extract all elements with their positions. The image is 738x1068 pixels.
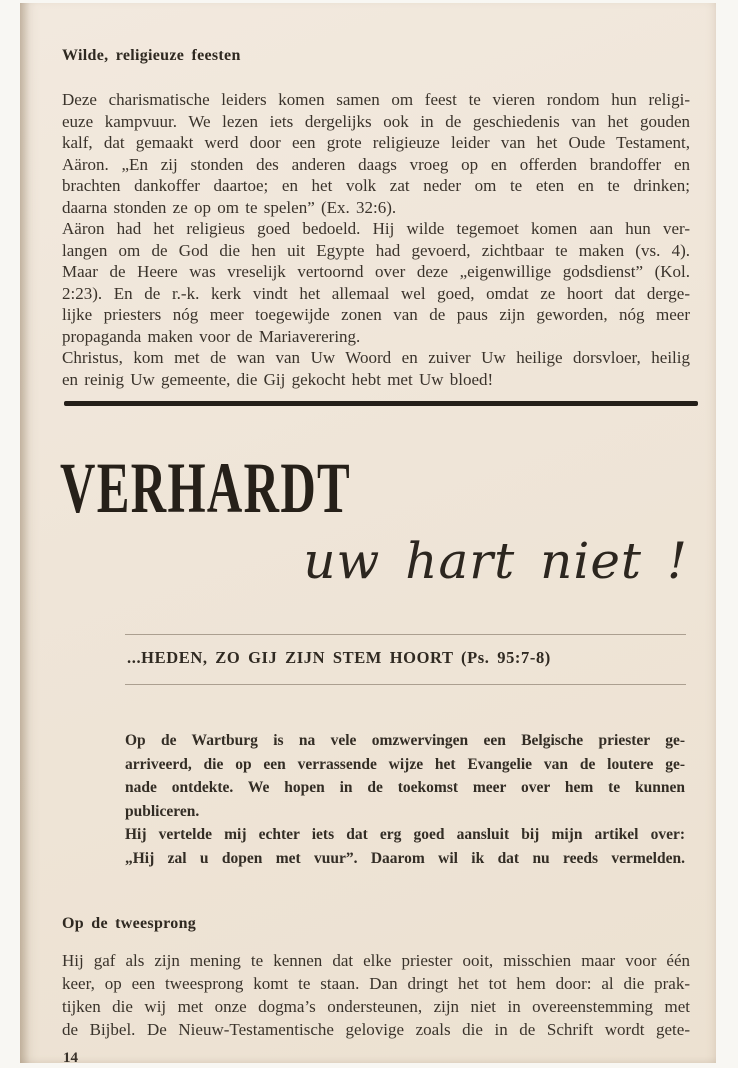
paragraph [62,89,690,218]
text-line: publiceren. [125,802,200,820]
text-line: Hij gaf als zijn mening te kennen dat elke priester ooit, misschien maar voor één [62,951,690,970]
text-line: brachten dankoffer daartoe; en het volk zat neder om te eten en te drinken; [62,176,690,195]
kicker-text: ...HEDEN, ZO GIJ ZIJN STEM HOORT (Ps. 95:7-8) [127,648,551,667]
paragraph [125,823,685,870]
feature-title: VERHARDT [60,448,352,528]
text-line: daarna stonden ze op om te spelen” (Ex. 32:6). [62,197,397,217]
text-line: 2:23). En de r.-k. kerk vindt het allemaal wel goed, omdat ze hoort dat derge- [62,283,690,303]
text-line: kalf, dat gemaakt werd door een grote religieuze leider van het Oude Testament, [62,133,690,152]
text-line: Op de Wartburg is na vele omzwervingen een Belgische priester ge- [125,732,685,749]
heavy-divider-rule [64,401,698,406]
text-line: Deze charismatische leiders komen samen om feest te vieren rondom hun religi- [62,90,690,109]
text-line: „Hij zal u dopen met vuur”. Daarom wil ik dat nu reeds vermelden. [125,849,685,867]
paragraph [62,218,690,347]
intro-heading: Wilde, religieuze feesten [62,47,241,64]
text-line: Christus, kom met de wan van Uw Woord en zuiver Uw heilige dorsvloer, heilig [62,348,690,367]
text-line: lijke priesters nóg meer toegewijde zonen van de paus zijn geworden, nóg meer [62,305,690,324]
text-line: keer, op een tweesprong komt te staan. Dan dringt het tot hem door: al die prak- [62,974,690,993]
text-line: euze kampvuur. We lezen iets dergelijks ook in de geschiedenis van het gouden [62,111,690,131]
text-line: de Bijbel. De Nieuw-Testamentische gelovige zoals die in de Schrift wordt gete- [62,1020,690,1039]
text-line: nade ontdekte. We hopen in de toekomst meer over hem te kunnen [125,779,685,796]
text-line: tijken die wij met onze dogma’s ondersteunen, zijn niet in overeenstemming met [62,997,690,1016]
intro-body [62,89,690,390]
feature-lead-body [125,729,685,870]
text-line: Hij vertelde mij echter iets dat erg goed aansluit bij mijn artikel over: [125,826,685,843]
page-left-edge-shadow [20,3,30,1063]
kicker-box [125,634,686,685]
section-heading: Op de tweesprong [62,915,197,932]
text-line: Maar de Heere was vreselijk vertoornd over deze „eigenwillige godsdienst” (Kol. [62,262,690,281]
text-line: langen om de God die hen uit Egypte had gevoerd, zichtbaar te maken (vs. 4). [62,240,690,260]
magazine-page [20,3,716,1063]
text-line: Aäron. „En zij stonden des anderen daags vroeg op en offerden brandoffer en [62,154,690,174]
feature-subtitle-wrap [62,530,692,592]
text-line: Aäron had het religieus goed bedoeld. Hij wilde tegemoet komen aan hun ver- [62,219,690,238]
feature-subtitle-script: uw hart niet ! [303,532,688,590]
paragraph [62,347,690,390]
section-body [62,949,690,1041]
text-line: propaganda maken voor de Mariaverering. [62,326,361,346]
paragraph [62,949,690,1041]
paragraph [125,729,685,823]
page-number: 14 [63,1050,78,1063]
text-line: en reinig Uw gemeente, die Gij gekocht hebt met Uw bloed! [62,369,494,389]
text-line: arriveerd, die op een verrassende wijze het Evangelie van de loutere ge- [125,755,685,773]
